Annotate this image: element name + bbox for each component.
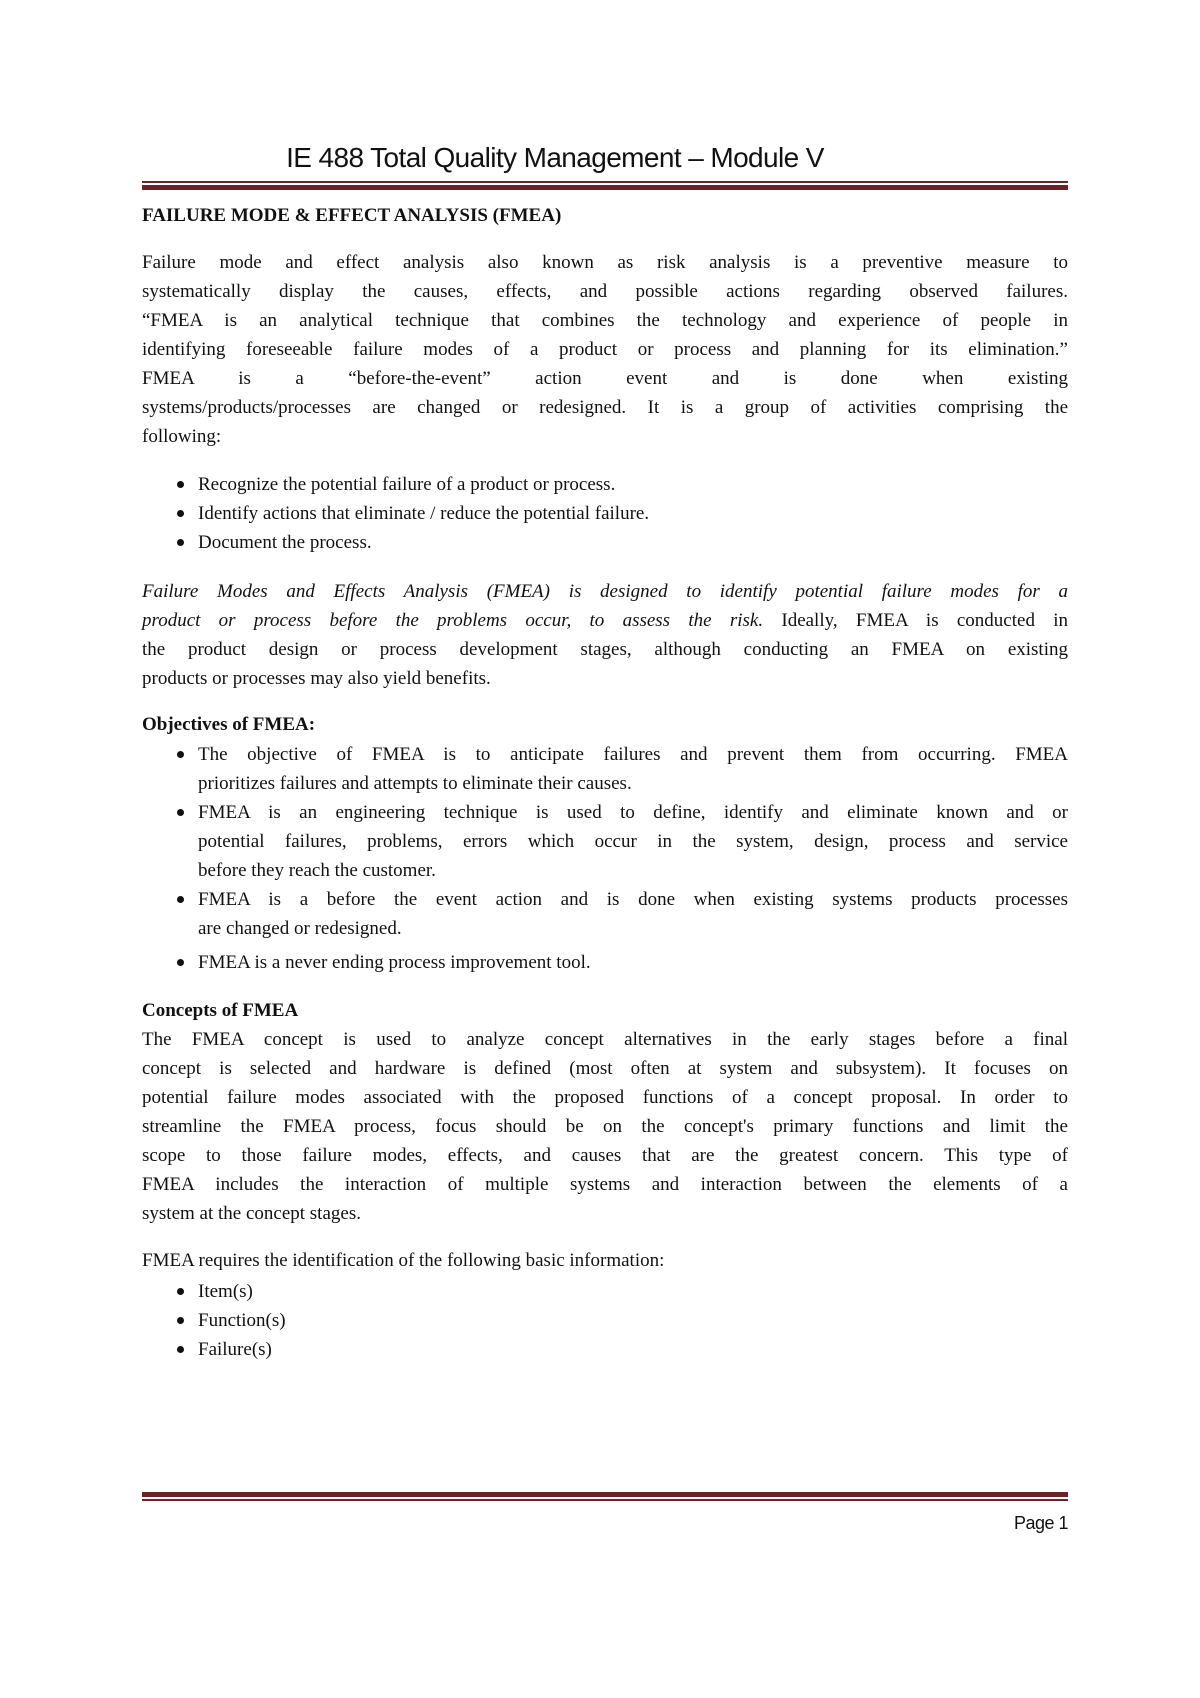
paragraph-line: scope to those failure modes, effects, and causes that are the greatest concern. This type of — [142, 1145, 1068, 1166]
paragraph-line: FMEA requires the identification of the following basic information: — [142, 1250, 665, 1271]
bullet-icon — [177, 751, 184, 758]
footer-rule-thin — [142, 1499, 1068, 1501]
bullet-icon — [177, 539, 184, 546]
list-item: Recognize the potential failure of a product or process. — [198, 474, 616, 495]
section-heading: Concepts of FMEA — [142, 1000, 299, 1021]
normal-text: Ideally, FMEA is conducted in — [763, 610, 1068, 631]
paragraph-line: products or processes may also yield benefits. — [142, 668, 491, 689]
list-item-line: FMEA is an engineering technique is used to define, identify and eliminate known and or — [198, 802, 1068, 823]
bullet-icon — [177, 510, 184, 517]
paragraph-line: concept is selected and hardware is defined (most often at system and subsystem). It focuses on — [142, 1058, 1068, 1079]
requirements-section — [142, 1246, 1068, 1364]
list-item-line: before they reach the customer. — [198, 860, 436, 881]
paragraph-line: potential failure modes associated with the proposed functions of a concept proposal. In order to — [142, 1087, 1068, 1108]
list-item-line: The objective of FMEA is to anticipate failures and prevent them from occurring. FMEA — [198, 744, 1068, 765]
objectives-list — [142, 740, 1068, 977]
footer-rule-thick — [142, 1492, 1068, 1497]
paragraph-line: streamline the FMEA process, focus should be on the concept's primary functions and limit the — [142, 1116, 1068, 1137]
paragraph-line: system at the concept stages. — [142, 1203, 361, 1224]
paragraph-line: following: — [142, 426, 222, 447]
paragraph-line: Failure Modes and Effects Analysis (FMEA) is designed to identify potential failure modes for a — [142, 581, 1068, 602]
page-number: Page 1 — [1013, 1513, 1068, 1533]
header-title: IE 488 Total Quality Management – Module V — [286, 142, 824, 173]
header-rule-thick — [142, 185, 1068, 190]
list-item-line: FMEA is a before the event action and is done when existing systems products processes — [198, 889, 1068, 910]
paragraph-line: FMEA is a “before-the-event” action event and is done when existing — [142, 368, 1068, 389]
paragraph-line: systematically display the causes, effects, and possible actions regarding observed failures. — [142, 281, 1068, 302]
list-item: Item(s) — [198, 1281, 253, 1302]
italic-text: product or process before the problems occur, to assess the risk. — [142, 610, 764, 631]
list-item-line: prioritizes failures and attempts to eliminate their causes. — [198, 773, 632, 794]
list-item-line: are changed or redesigned. — [198, 918, 402, 939]
bullet-icon — [177, 481, 184, 488]
list-item: Failure(s) — [198, 1339, 272, 1360]
bullet-icon — [177, 1317, 184, 1324]
header-rule-thin — [142, 181, 1068, 183]
paragraph-line: Failure mode and effect analysis also known as risk analysis is a preventive measure to — [142, 252, 1068, 273]
paragraph-line: “FMEA is an analytical technique that combines the technology and experience of people in — [142, 310, 1068, 331]
bullet-icon — [177, 959, 184, 966]
paragraph-line: FMEA includes the interaction of multiple systems and interaction between the elements of a — [142, 1174, 1068, 1195]
bullet-icon — [177, 1288, 184, 1295]
paragraph-line: systems/products/processes are changed or redesigned. It is a group of activities comprising the — [142, 397, 1068, 418]
list-item: Identify actions that eliminate / reduce the potential failure. — [198, 503, 650, 524]
bullet-icon — [177, 809, 184, 816]
list-item-line: FMEA is a never ending process improvement tool. — [198, 952, 591, 973]
paragraph-line: The FMEA concept is used to analyze concept alternatives in the early stages before a final — [142, 1029, 1068, 1050]
list-item: Document the process. — [198, 532, 372, 553]
activities-list — [142, 470, 1068, 557]
list-item: Function(s) — [198, 1310, 286, 1331]
objectives-section — [142, 710, 1068, 739]
paragraph-line: identifying foreseeable failure modes of a product or process and planning for its elimination.” — [142, 339, 1068, 360]
bullet-icon — [177, 896, 184, 903]
fmea-definition-paragraph — [142, 577, 1068, 693]
section-heading: Objectives of FMEA: — [142, 714, 316, 735]
list-item-line: potential failures, problems, errors which occur in the system, design, process and service — [198, 831, 1068, 852]
section-fmea — [142, 201, 1068, 230]
bullet-icon — [177, 1346, 184, 1353]
intro-paragraph — [142, 248, 1068, 451]
paragraph-line: the product design or process development stages, although conducting an FMEA on existing — [142, 639, 1068, 660]
concepts-section — [142, 996, 1068, 1228]
section-heading: FAILURE MODE & EFFECT ANALYSIS (FMEA) — [142, 205, 562, 226]
